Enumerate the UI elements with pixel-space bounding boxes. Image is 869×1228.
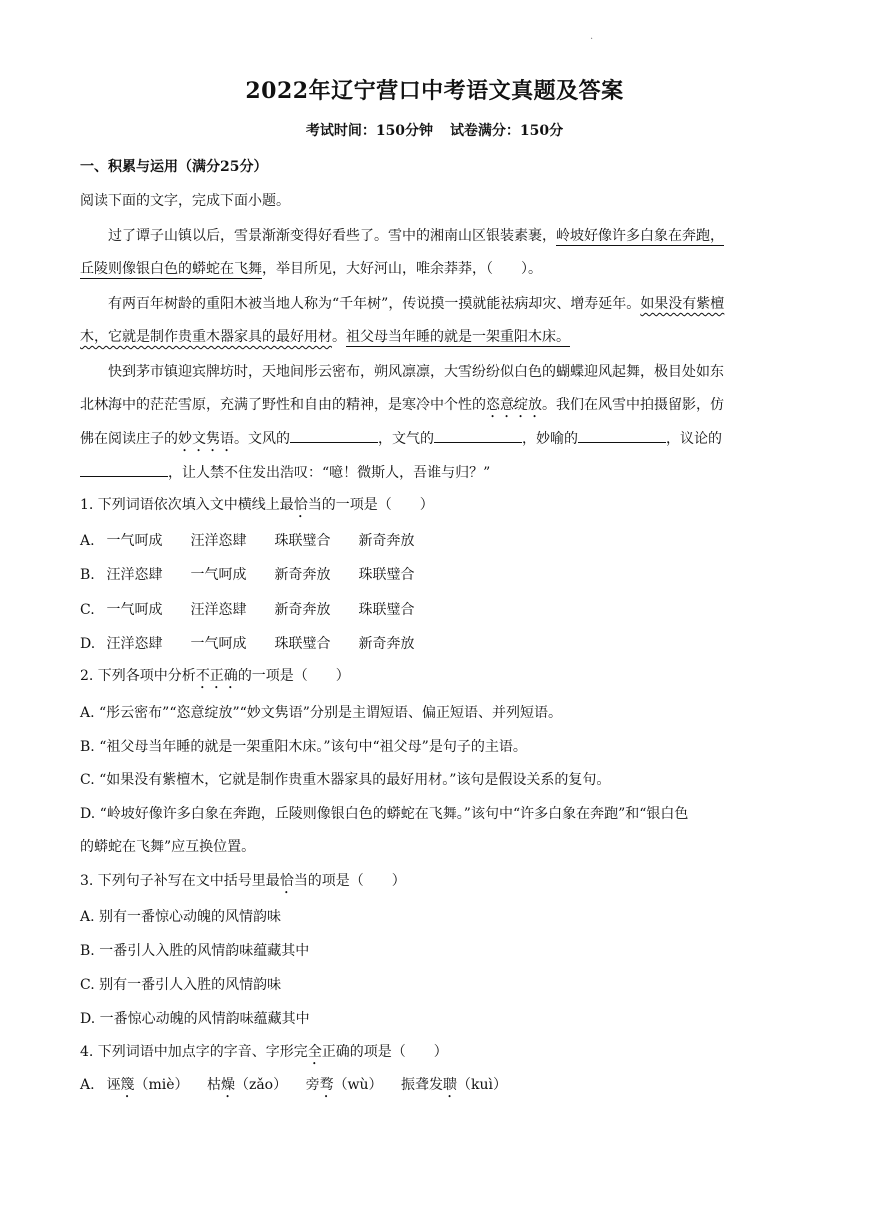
word-part: 旁 — [305, 1077, 320, 1093]
full-score: 试卷满分：150分 — [449, 123, 564, 139]
dotted-char: 篾 — [120, 1077, 135, 1093]
q1-option-a[interactable] — [80, 530, 790, 550]
p3-text-e: ，文气的 — [378, 431, 434, 447]
passage-p3-line4 — [80, 462, 790, 482]
page-title: 2022年辽宁营口中考语文真题及答案 — [245, 78, 624, 104]
q4-stem-a: 4. 下列词语中加点字的字音、字形完 — [80, 1044, 308, 1060]
q2-option-d-line1[interactable]: D. “岭坡好像许多白象在奔跑，丘陵则像银白色的蟒蛇在飞舞。”该句中“许多白象在奔跑”和“银白色 — [80, 806, 689, 822]
q2-stem — [80, 665, 790, 692]
pinyin: （kuì） — [457, 1077, 507, 1093]
q2-option-c[interactable]: C. “如果没有紫檀木，它就是制作贵重木器家具的最好用材。”该句是假设关系的复句。 — [80, 772, 611, 788]
blank-2[interactable] — [434, 428, 522, 443]
blank-3[interactable] — [578, 428, 666, 443]
word-part: 枯 — [206, 1077, 221, 1093]
option-word: 新奇奔放 — [358, 533, 415, 549]
q4-stem — [80, 1041, 790, 1068]
passage-p3-line2 — [80, 394, 790, 421]
pinyin: （miè） — [134, 1077, 189, 1093]
passage-p1-line2 — [80, 258, 790, 278]
q2-stem-a: 2. 下列各项中分析 — [80, 668, 196, 684]
p1-text-b: ，举目所见，大好河山，唯余莽莽，（ ）。 — [262, 261, 542, 277]
p2-wavy-2: 木，它就是制作贵重木器家具的最好用材 — [80, 329, 332, 345]
q1-stem-b: 当的一项是（ ） — [307, 497, 434, 513]
option-label: D. — [80, 636, 96, 652]
q1-option-c[interactable] — [80, 599, 790, 619]
p1-underlined-1: 岭坡好像许多白象在奔跑， — [556, 228, 724, 244]
q3-stem — [80, 870, 790, 897]
p3-text-c: 佛在阅读庄子的 — [80, 431, 178, 447]
option-word: 珠联璧合 — [274, 636, 331, 652]
exam-info — [0, 120, 869, 140]
q3-stem-dot: 恰 — [279, 873, 294, 889]
p2-underlined: 祖父母当年睡的就是一架重阳木床。 — [346, 329, 570, 345]
q3-stem-b: 当的项是（ ） — [293, 873, 406, 889]
word-part: 诬 — [106, 1077, 121, 1093]
q2-option-d-line2: 的蟒蛇在飞舞”应互换位置。 — [80, 839, 256, 855]
section-heading: 一、积累与运用（满分25分） — [80, 159, 268, 175]
p2-text-a: 有两百年树龄的重阳木被当地人称为“千年树”，传说摸一摸就能祛病却灾、增寿延年。 — [108, 296, 641, 312]
header-dot: · — [590, 34, 594, 45]
pinyin: （zǎo） — [234, 1077, 288, 1093]
passage-p2-line2 — [80, 326, 790, 346]
passage-p2-line1 — [108, 293, 818, 313]
option-word: 新奇奔放 — [358, 636, 415, 652]
exam-time: 考试时间：150分钟 — [305, 123, 434, 139]
option-word: 珠联璧合 — [358, 567, 415, 583]
option-word: 新奇奔放 — [274, 567, 331, 583]
p1-underlined-2: 丘陵则像银白色的蟒蛇在飞舞 — [80, 261, 262, 277]
p1-text-a: 过了谭子山镇以后，雪景渐渐变得好看些了。雪中的湘南山区银装素裹， — [108, 228, 556, 244]
q3-option-a[interactable]: A. 别有一番惊心动魄的风情韵味 — [80, 909, 282, 925]
q3-option-b[interactable]: B. 一番引人入胜的风情韵味蕴藏其中 — [80, 943, 310, 959]
q4-stem-b: 正确的项是（ ） — [321, 1044, 448, 1060]
option-word: 一气呵成 — [190, 567, 247, 583]
option-word: 汪洋恣肆 — [106, 567, 163, 583]
option-label: A. — [80, 1077, 95, 1093]
option-word: 珠联璧合 — [358, 602, 415, 618]
option-word: 一气呵成 — [106, 602, 163, 618]
p3-dotted-2: 妙文隽语 — [178, 431, 234, 447]
p3-text-h: ，让人禁不住发出浩叹：“噫！微斯人，吾谁与归？” — [168, 465, 491, 481]
q3-stem-a: 3. 下列句子补写在文中括号里最 — [80, 873, 280, 889]
option-word: 一气呵成 — [106, 533, 163, 549]
p3-text-g: ，议论的 — [666, 431, 722, 447]
p2-wavy-1: 如果没有紫檀 — [640, 296, 725, 312]
q1-option-b[interactable] — [80, 564, 790, 584]
dotted-char: 聩 — [443, 1077, 458, 1093]
q1-stem-a: 1. 下列词语依次填入文中横线上最 — [80, 497, 294, 513]
option-word: 新奇奔放 — [274, 602, 331, 618]
p3-text-a: 北林海中的茫茫雪原，充满了野性和自由的精神，是寒冷中个性的 — [80, 397, 486, 413]
option-word: 珠联璧合 — [274, 533, 331, 549]
p3-text-f: ，妙喻的 — [522, 431, 578, 447]
option-word: 汪洋恣肆 — [190, 602, 247, 618]
q4-stem-dot: 全 — [307, 1044, 322, 1060]
q3-option-c[interactable]: C. 别有一番引人入胜的风情韵味 — [80, 977, 282, 993]
passage-p3-line3 — [80, 428, 790, 455]
q1-option-d[interactable] — [80, 633, 790, 653]
q1-stem — [80, 494, 790, 521]
option-word: 一气呵成 — [190, 636, 247, 652]
word-part: 振聋发 — [401, 1077, 444, 1093]
pinyin: （wù） — [333, 1077, 383, 1093]
passage-p3-line1: 快到茅市镇迎宾牌坊时，天地间彤云密布，朔风凛凛，大雪纷纷似白色的蝴蝶迎风起舞，极目处如东 — [108, 364, 724, 380]
p3-dotted-1: 恣意绽放 — [486, 397, 542, 413]
option-word: 汪洋恣肆 — [106, 636, 163, 652]
q2-option-b[interactable]: B. “祖父母当年睡的就是一架重阳木床。”该句中“祖父母”是句子的主语。 — [80, 739, 527, 755]
dotted-char: 骛 — [319, 1077, 334, 1093]
p3-text-b: 。我们在风雪中拍摄留影，仿 — [542, 397, 724, 413]
q2-stem-dot: 不正确 — [195, 668, 238, 684]
p3-text-d: 。文风的 — [234, 431, 290, 447]
q2-option-a[interactable]: A. “彤云密布”“恣意绽放”“妙文隽语”分别是主谓短语、偏正短语、并列短语。 — [80, 705, 562, 721]
dotted-char: 燥 — [220, 1077, 235, 1093]
q2-stem-b: 的一项是（ ） — [237, 668, 350, 684]
q3-option-d[interactable]: D. 一番惊心动魄的风情韵味蕴藏其中 — [80, 1011, 310, 1027]
q4-option-a[interactable] — [80, 1074, 790, 1101]
passage-p1-line1 — [108, 225, 818, 245]
blank-1[interactable] — [290, 428, 378, 443]
reading-intro: 阅读下面的文字，完成下面小题。 — [80, 193, 290, 209]
option-label: A. — [80, 533, 95, 549]
p2-text-b: 。 — [332, 329, 346, 345]
q1-stem-dot: 恰 — [293, 497, 308, 513]
option-label: C. — [80, 602, 95, 618]
blank-4[interactable] — [80, 462, 168, 477]
option-word: 汪洋恣肆 — [190, 533, 247, 549]
option-label: B. — [80, 567, 95, 583]
